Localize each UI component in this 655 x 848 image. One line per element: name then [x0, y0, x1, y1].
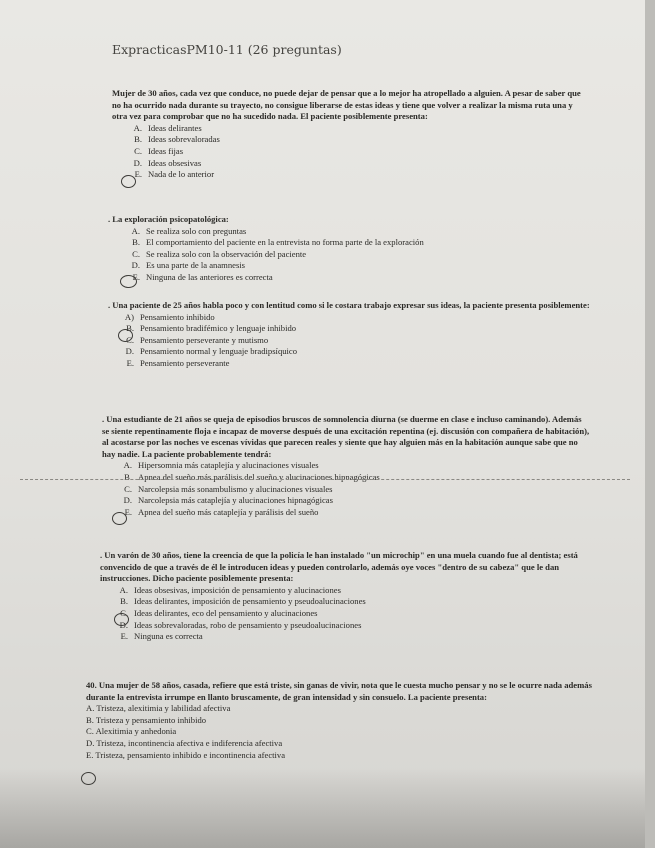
question-stem: 40. Una mujer de 58 años, casada, refiere que está triste, sin ganas de vivir, nota que le cuesta mucho pensar y no se le ocurre nada además durante la entrevista irrumpe en llanto bruscamente, de gran intensidad y sin consuelo. La paciente presenta:: [86, 680, 592, 702]
option-a: A. Tristeza, alexitimia y labilidad afectiva: [86, 703, 231, 714]
option-b: B. El comportamiento del paciente en la entrevista no forma parte de la exploración: [132, 237, 424, 248]
option-e: E. Nada de lo anterior: [134, 169, 215, 180]
question-stem: Mujer de 30 años, cada vez que conduce, no puede dejar de pensar que a lo mejor ha atropellado a alguien. A pesar de saber que no ha ocurrido nada durante su trayecto, no consigue liberarse de estas ideas y tiene que volver a realizar la misma ruta una y otra vez para comprobar que no ha sucedido nada. El paciente posiblemente presenta:: [112, 88, 581, 122]
page-title: ExpracticasPM10-11 (26 preguntas): [112, 42, 342, 57]
option-d: D. Narcolepsia más cataplejía y alucinaciones hipnagógicas: [123, 495, 333, 506]
option-b: B. Ideas sobrevaloradas: [134, 134, 220, 145]
question-stem: . Una estudiante de 21 años se queja de episodios bruscos de somnolencia diurna (se duerme en clase e incluso caminando). Además se siente repentinamente floja e incapaz de moverse después de una excitación repentina (ej. discusión con compañera de habitación), al acostarse por las noches ve escenas vívidas que parecen reales y siente que hay alguien más en la habitación aunque sabe que no hay nadie. La paciente probablemente tendrá:: [102, 414, 590, 459]
option-e: E. Pensamiento perseverante: [126, 357, 230, 368]
option-c: C. Pensamiento perseverante y mutismo: [126, 334, 269, 345]
option-a: A. Hipersomnia más cataplejía y alucinaciones visuales: [123, 460, 319, 471]
option-e: E. Tristeza, pensamiento inhibido e incontinencia afectiva: [86, 749, 286, 760]
handwritten-circle-mark: [120, 275, 137, 288]
option-b: B. Tristeza y pensamiento inhibido: [86, 714, 207, 725]
option-a: A. Ideas delirantes: [133, 122, 202, 133]
question-6: [86, 680, 594, 761]
option-a: A. Se realiza solo con preguntas: [131, 225, 247, 236]
option-a: A. Ideas obsesivas, imposición de pensamiento y alucinaciones: [119, 584, 341, 595]
option-c: C. Alexitimia y anhedonia: [86, 726, 177, 737]
question-1: [112, 88, 590, 181]
page-edge: [645, 0, 655, 848]
question-stem: . Una paciente de 25 años habla poco y con lentitud como si le costara trabajo expresar sus ideas, la paciente presenta posiblemente:: [108, 300, 590, 310]
option-b: B. Pensamiento bradifémico y lenguaje inhibido: [126, 323, 297, 334]
option-d: D. Tristeza, incontinencia afectiva e indiferencia afectiva: [86, 737, 283, 748]
option-e: E. Apnea del sueño más cataplejía y parálisis del sueño: [124, 506, 319, 517]
question-stem: . Un varón de 30 años, tiene la creencia de que la policía le han instalado "un microchip" en una muela cuando fue al dentista; está convencido de que a través de él le introducen ideas y pueden controlarlo, además oye voces "dentro de su cabeza" que le dan instrucciones. Dicho paciente posiblemente presenta:: [100, 550, 578, 584]
option-d: D. Pensamiento normal y lenguaje bradipsíquico: [125, 346, 298, 357]
question-2: [108, 214, 588, 284]
question-4: [102, 414, 590, 518]
option-d: D. Ideas sobrevaloradas, robo de pensamiento y pseudoalucinaciones: [119, 619, 362, 630]
option-c: C. Ideas delirantes, eco del pensamiento y alucinaciones: [120, 607, 318, 618]
page-shadow: [0, 768, 655, 848]
option-e: E. Ninguna de las anteriores es correcta: [132, 271, 273, 282]
option-e: E. Ninguna es correcta: [120, 631, 203, 642]
handwritten-circle-mark: [118, 329, 133, 342]
option-c: C. Ideas fijas: [134, 145, 184, 156]
option-d: D. Ideas obsesivas: [133, 157, 202, 168]
option-b: B. Ideas delirantes, imposición de pensamiento y pseudoalucinaciones: [120, 596, 366, 607]
page-fold-line: [20, 479, 630, 480]
option-a: A) Pensamiento inhibido: [124, 311, 215, 322]
handwritten-circle-mark: [81, 772, 96, 785]
option-c: C. Se realiza solo con la observación del paciente: [132, 248, 307, 259]
question-5: [100, 550, 590, 643]
handwritten-circle-mark: [112, 512, 127, 525]
handwritten-circle-mark: [114, 613, 129, 626]
option-d: D. Es una parte de la anamnesis: [131, 260, 246, 271]
option-b: B. Apnea del sueño más parálisis del sueño y alucinaciones hipnagógicas: [124, 471, 380, 482]
question-stem: . La exploración psicopatológica:: [108, 214, 229, 224]
option-c: C. Narcolepsia más sonambulismo y alucinaciones visuales: [124, 483, 333, 494]
handwritten-circle-mark: [121, 175, 136, 188]
question-3: [108, 300, 590, 370]
